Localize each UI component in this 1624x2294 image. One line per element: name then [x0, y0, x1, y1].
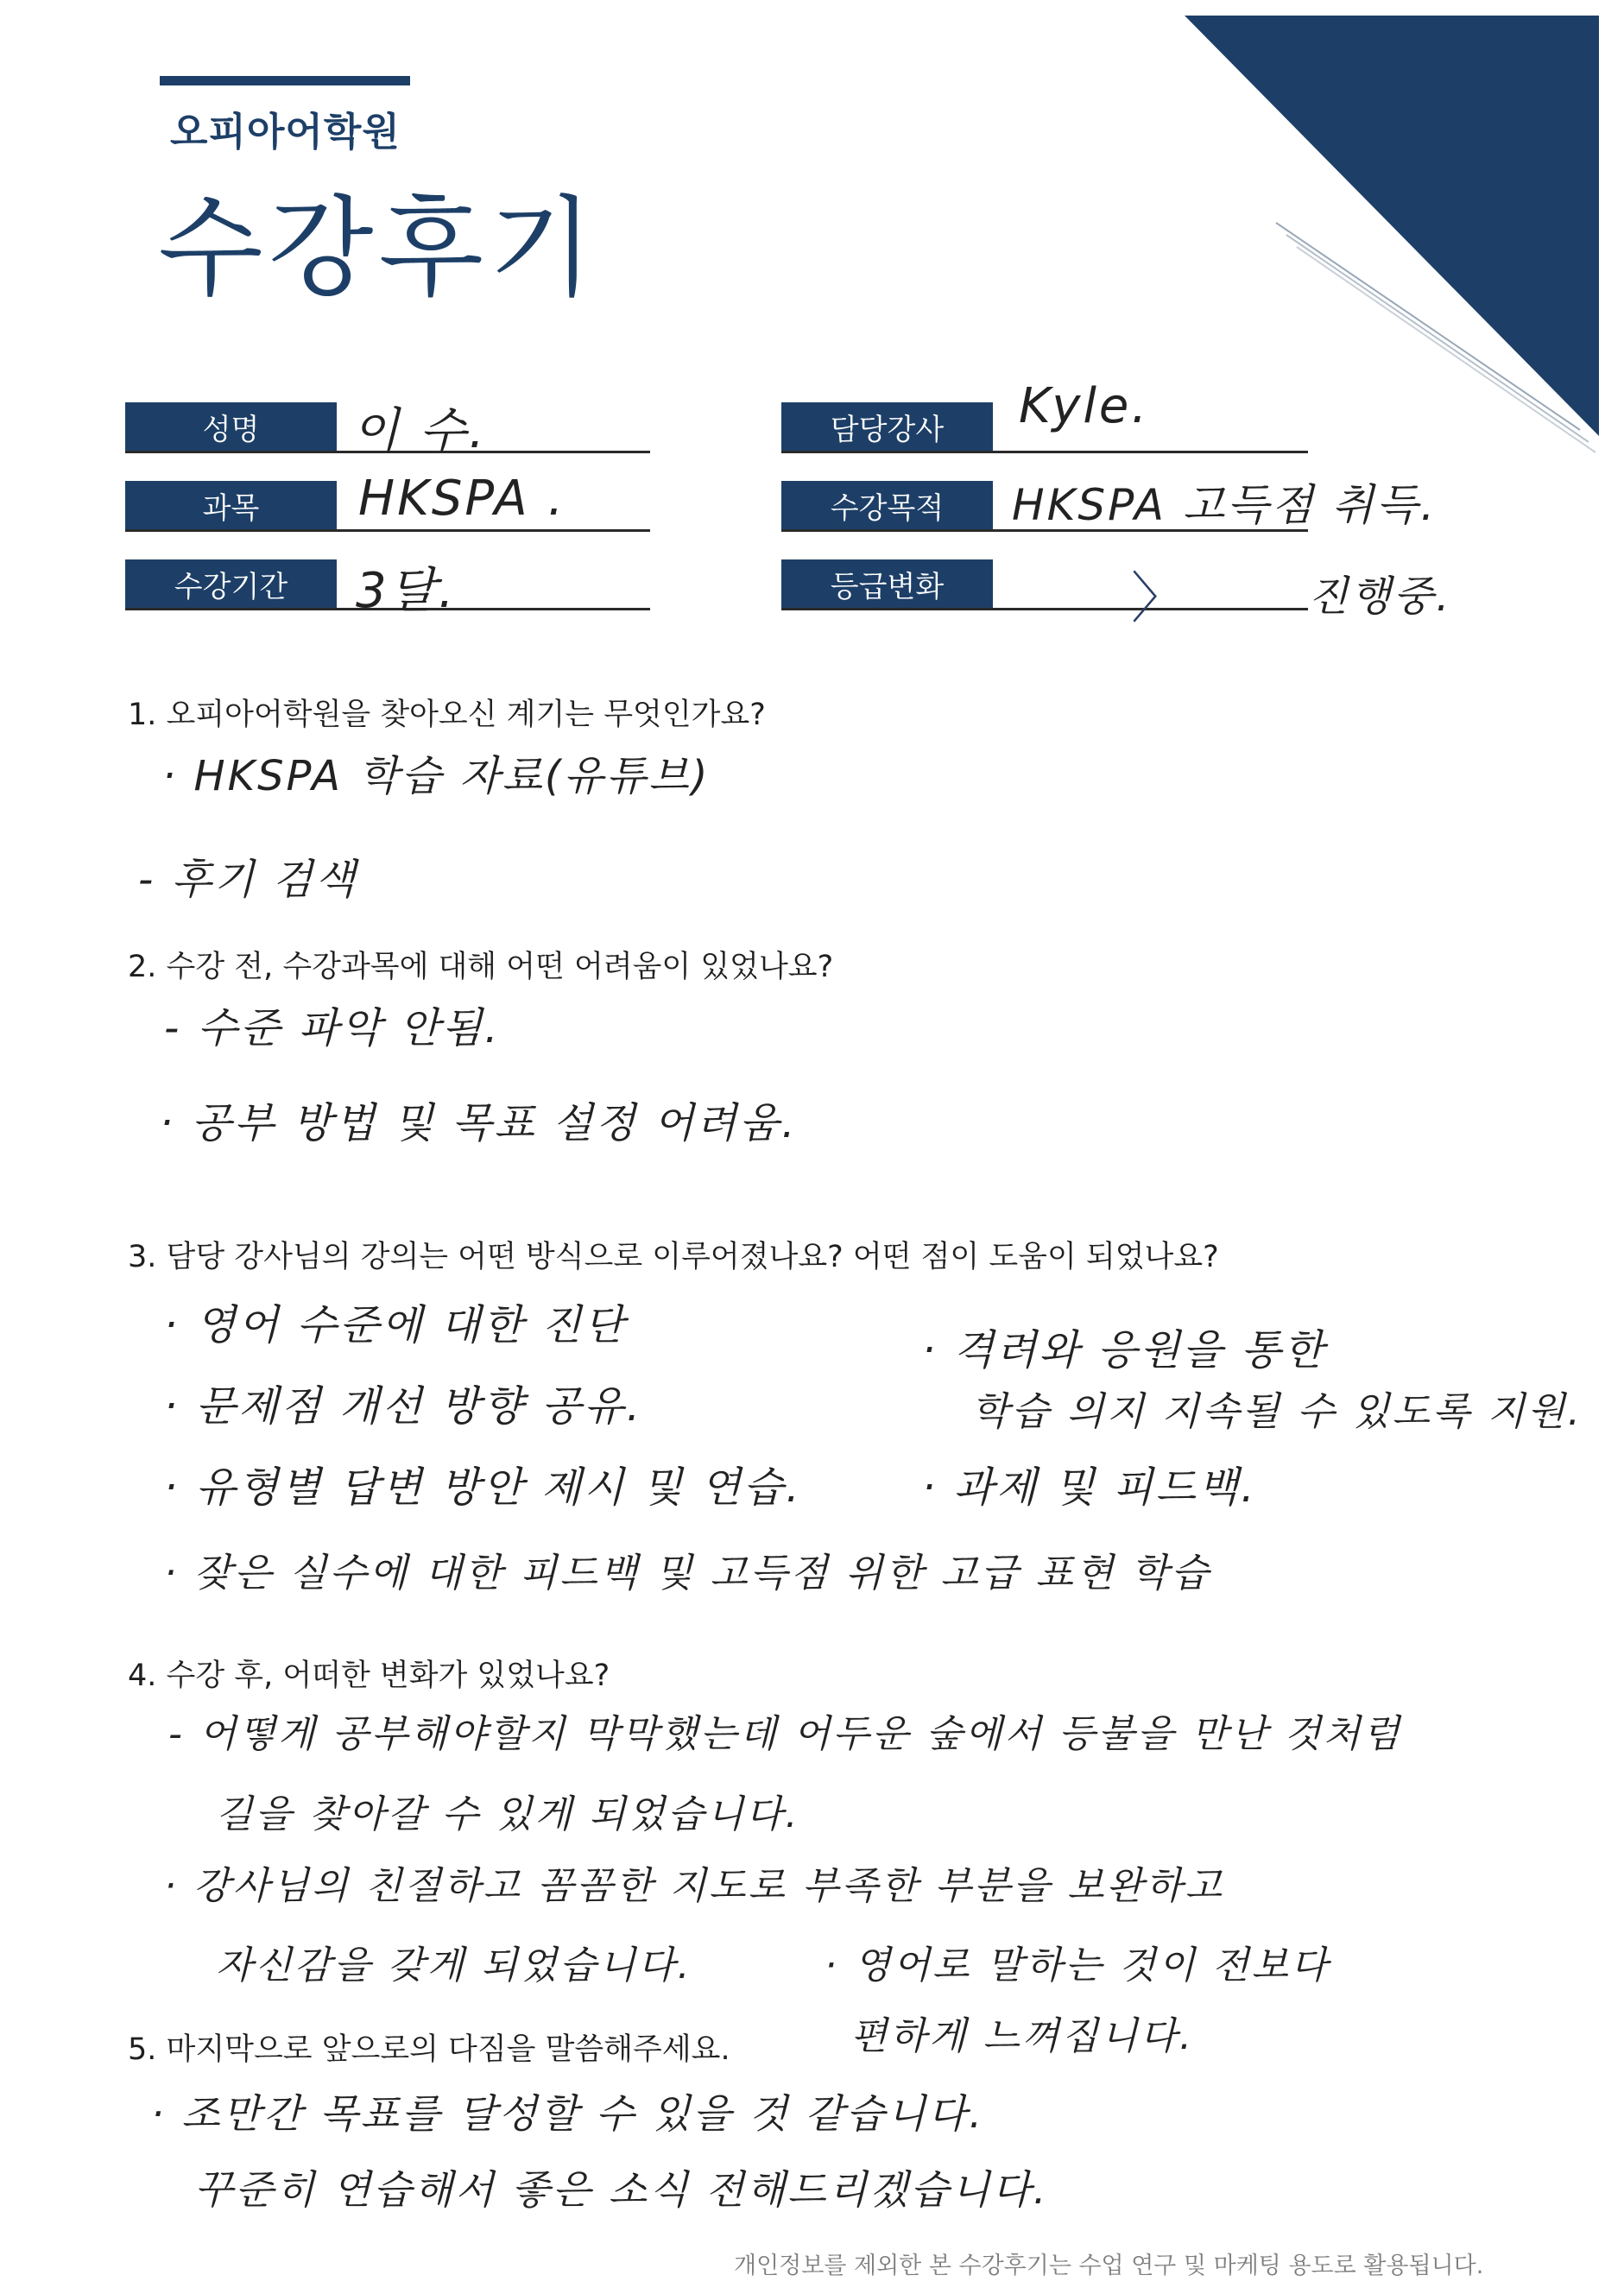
page-title: 수강후기: [158, 185, 599, 312]
purpose-label: 수강목적: [781, 481, 993, 529]
answer-2-line-2: · 공부 방법 및 목표 설정 어려움.: [160, 1099, 798, 1147]
question-5: 5. 마지막으로 앞으로의 다짐을 말씀해주세요.: [128, 2032, 730, 2067]
answer-3-line-2: · 문제점 개선 방향 공유.: [164, 1382, 642, 1431]
answer-3-line-1: · 영어 수준에 대한 진단: [164, 1301, 627, 1349]
answer-4-line-4: 자신감을 갖게 되었습니다.: [216, 1943, 692, 1988]
answer-4-line-1: - 어떻게 공부해야할지 막막했는데 어두운 숲에서 등불을 만난 것처럼: [168, 1712, 1402, 1756]
privacy-footer-note: 개인정보를 제외한 본 수강후기는 수업 연구 및 마케팅 용도로 활용됩니다.: [734, 2253, 1484, 2279]
course-underline: [125, 529, 650, 532]
answer-3-line-5: · 격려와 응원을 통한: [922, 1326, 1326, 1375]
answer-3-line-3: · 유형별 답변 방안 제시 및 연습.: [164, 1463, 802, 1512]
question-2: 2. 수강 전, 수강과목에 대해 어떤 어려움이 있었나요?: [128, 950, 834, 984]
answer-3-line-7: · 과제 및 피드백.: [922, 1463, 1257, 1512]
answer-4-line-5: · 영어로 말하는 것이 전보다: [825, 1943, 1330, 1988]
answer-3-line-4: · 잦은 실수에 대한 피드백 및 고득점 위한 고급 표현 학습: [164, 1550, 1211, 1596]
answer-5-line-1: · 조만간 목표를 달성할 수 있을 것 같습니다.: [151, 2090, 985, 2137]
answer-4-line-2: 길을 찾아갈 수 있게 되었습니다.: [216, 1792, 800, 1836]
instructor-value: Kyle.: [1019, 378, 1150, 434]
purpose-value: HKSPA 고득점 취득.: [1012, 480, 1438, 530]
grade-change-value: 진행중.: [1308, 572, 1452, 621]
grade-change-underline: [781, 608, 1308, 610]
answer-1-line-1: · HKSPA 학습 자료(유튜브): [162, 752, 711, 800]
question-3: 3. 담당 강사님의 강의는 어떤 방식으로 이루어졌나요? 어떤 점이 도움이 되었나요?: [128, 1240, 1219, 1274]
answer-5-line-2: 꾸준히 연습해서 좋은 소식 전해드리겠습니다.: [194, 2166, 1049, 2213]
grade-change-label: 등급변화: [781, 559, 993, 608]
instructor-label: 담당강사: [781, 402, 993, 451]
course-label: 과목: [125, 481, 337, 529]
name-value: 이 수.: [352, 403, 487, 459]
brand-bar: [160, 76, 410, 85]
question-1: 1. 오피아어학원을 찾아오신 계기는 무엇인가요?: [128, 698, 766, 732]
answer-3-line-6: 학습 의지 지속될 수 있도록 지원.: [971, 1388, 1583, 1434]
answer-4-line-6: 편하게 느껴집니다.: [850, 2014, 1195, 2058]
period-value: 3달.: [356, 563, 457, 619]
brand-name: 오피아어학원: [170, 109, 401, 155]
question-4: 4. 수강 후, 어떠한 변화가 있었나요?: [128, 1659, 610, 1693]
course-value: HKSPA .: [358, 471, 566, 527]
name-label: 성명: [125, 402, 337, 451]
instructor-underline: [781, 451, 1308, 453]
answer-4-line-3: · 강사님의 친절하고 꼼꼼한 지도로 부족한 부분을 보완하고: [164, 1864, 1224, 1908]
answer-2-line-1: - 수준 파악 안됨.: [164, 1004, 501, 1052]
grade-arrow-icon: 〉: [1131, 567, 1186, 631]
period-label: 수강기간: [125, 559, 337, 608]
answer-1-line-2: - 후기 검색: [138, 856, 358, 904]
